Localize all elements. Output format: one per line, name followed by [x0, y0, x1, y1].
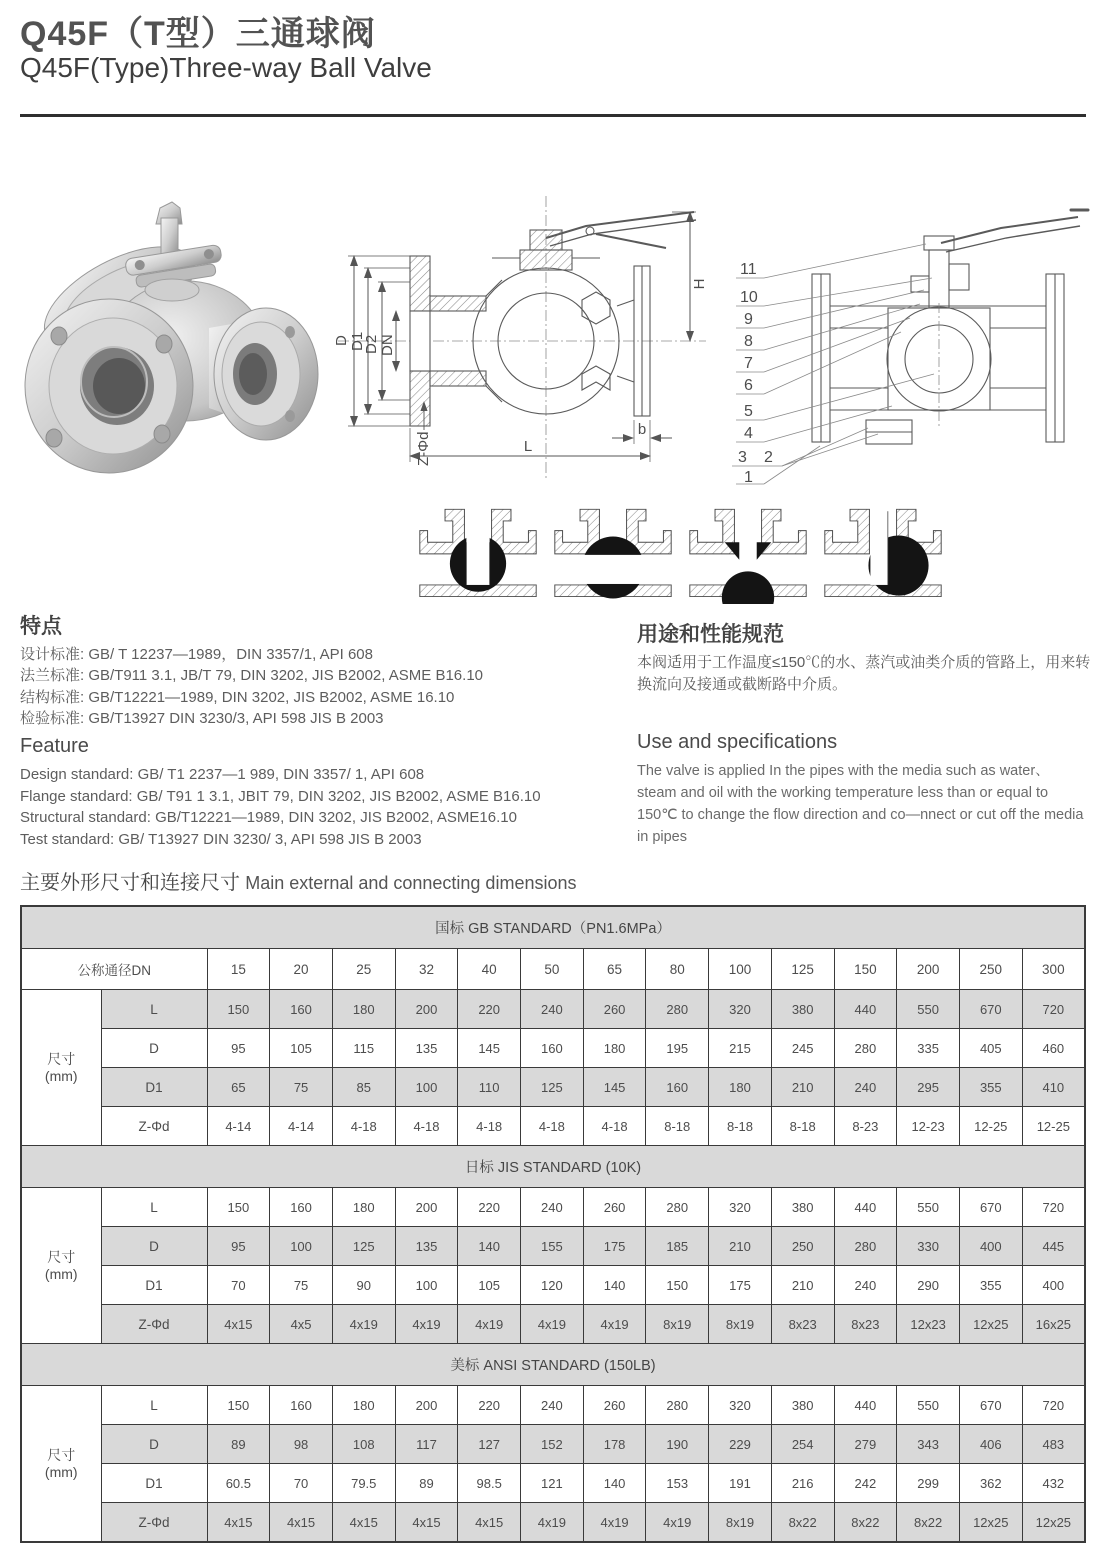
dim-value: 220 — [458, 1386, 521, 1425]
dim-value: 440 — [834, 990, 897, 1029]
valve-parts-drawing — [716, 188, 1098, 488]
row-label: L — [101, 1188, 207, 1227]
dim-value: 150 — [646, 1266, 709, 1305]
dimensions-table-wrap — [20, 905, 1086, 1543]
dim-value: 140 — [458, 1227, 521, 1266]
dim-value: 12x25 — [959, 1503, 1022, 1543]
dim-value: 445 — [1022, 1227, 1085, 1266]
dim-value: 200 — [395, 1188, 458, 1227]
dim-value: 280 — [834, 1227, 897, 1266]
row-label: D — [101, 1029, 207, 1068]
dim-value: 550 — [897, 1386, 960, 1425]
dimensions-table — [20, 905, 1086, 1543]
use-section-cn — [637, 620, 1092, 696]
dn-value: 125 — [771, 949, 834, 990]
flow-pattern-1 — [414, 498, 542, 604]
dim-value: 4x19 — [458, 1305, 521, 1344]
dim-value: 155 — [521, 1227, 584, 1266]
dim-value: 670 — [959, 990, 1022, 1029]
table-title-en: Main external and connecting dimensions — [245, 873, 577, 893]
dim-value: 410 — [1022, 1068, 1085, 1107]
dim-value: 4-18 — [332, 1107, 395, 1146]
dim-value: 362 — [959, 1464, 1022, 1503]
dim-value: 8-23 — [834, 1107, 897, 1146]
dim-value: 12-25 — [959, 1107, 1022, 1146]
dim-value: 280 — [646, 1188, 709, 1227]
dim-value: 8-18 — [771, 1107, 834, 1146]
dim-value: 8x19 — [646, 1305, 709, 1344]
row-label: Z-Φd — [101, 1503, 207, 1543]
dn-value: 250 — [959, 949, 1022, 990]
feature-line: Design standard: GB/ T1 2237—1 989, DIN 3357/ 1, API 608 — [20, 766, 425, 784]
dim-label-b: b — [637, 421, 647, 438]
dim-value: 330 — [897, 1227, 960, 1266]
dim-value: 4x15 — [207, 1503, 270, 1543]
callout-6: 6 — [744, 377, 753, 394]
dn-value: 15 — [207, 949, 270, 990]
row-label: D1 — [101, 1266, 207, 1305]
dim-value: 120 — [521, 1266, 584, 1305]
dim-value: 100 — [395, 1068, 458, 1107]
dim-value: 432 — [1022, 1464, 1085, 1503]
dim-value: 720 — [1022, 1386, 1085, 1425]
page-title-chinese: Q45F（T型）三通球阀 — [20, 15, 376, 53]
dim-value: 670 — [959, 1386, 1022, 1425]
callout-10: 10 — [740, 289, 758, 306]
dn-value: 150 — [834, 949, 897, 990]
dim-label-D: D — [333, 335, 350, 346]
dim-value: 100 — [395, 1266, 458, 1305]
dn-value: 200 — [897, 949, 960, 990]
valve-photo-illustration — [25, 202, 318, 473]
dim-value: 65 — [207, 1068, 270, 1107]
feature-line: Structural standard: GB/T12221—1989, DIN 3202, JIS B2002, ASME16.10 — [20, 809, 517, 827]
dn-value: 32 — [395, 949, 458, 990]
row-label: L — [101, 1386, 207, 1425]
table-row — [21, 1305, 1085, 1344]
dn-value: 50 — [521, 949, 584, 990]
dim-value: 320 — [709, 1188, 772, 1227]
dim-value: 8x22 — [897, 1503, 960, 1543]
dim-value: 60.5 — [207, 1464, 270, 1503]
table-row — [21, 1266, 1085, 1305]
dim-value: 115 — [332, 1029, 395, 1068]
table-title-cn: 主要外形尺寸和连接尺寸 — [20, 872, 240, 894]
valve-section-drawing — [324, 188, 712, 488]
dim-value: 4-18 — [521, 1107, 584, 1146]
size-unit-label: 尺寸 (mm) — [21, 1386, 101, 1543]
section-header: 日标 JIS STANDARD (10K) — [21, 1146, 1085, 1188]
row-label: D — [101, 1425, 207, 1464]
dim-value: 290 — [897, 1266, 960, 1305]
dim-value: 8-18 — [646, 1107, 709, 1146]
dn-label: 公称通径DN — [21, 949, 207, 990]
dim-value: 70 — [207, 1266, 270, 1305]
dim-value: 240 — [521, 1188, 584, 1227]
dim-value: 550 — [897, 1188, 960, 1227]
section-header: 国标 GB STANDARD（PN1.6MPa） — [21, 906, 1085, 949]
dim-value: 355 — [959, 1266, 1022, 1305]
dim-value: 135 — [395, 1029, 458, 1068]
feature-line: 检验标准: GB/T13927 DIN 3230/3, API 598 JIS B 2003 — [20, 710, 384, 728]
callout-9: 9 — [744, 311, 753, 328]
dim-value: 160 — [270, 1188, 333, 1227]
dim-value: 220 — [458, 1188, 521, 1227]
dim-value: 121 — [521, 1464, 584, 1503]
dim-value: 105 — [458, 1266, 521, 1305]
dim-value: 4-14 — [270, 1107, 333, 1146]
use-section-en — [637, 728, 1092, 848]
dn-value: 300 — [1022, 949, 1085, 990]
callout-8: 8 — [744, 333, 753, 350]
table-row — [21, 1029, 1085, 1068]
dim-value: 440 — [834, 1386, 897, 1425]
dim-value: 160 — [521, 1029, 584, 1068]
dim-value: 400 — [959, 1227, 1022, 1266]
flow-pattern-2 — [549, 498, 677, 604]
dim-value: 180 — [332, 990, 395, 1029]
dim-value: 220 — [458, 990, 521, 1029]
table-row — [21, 1503, 1085, 1543]
flow-pattern-3 — [684, 498, 812, 604]
dim-value: 405 — [959, 1029, 1022, 1068]
dim-value: 720 — [1022, 990, 1085, 1029]
row-label: Z-Φd — [101, 1107, 207, 1146]
page-title-english: Q45F(Type)Three-way Ball Valve — [20, 52, 432, 83]
row-label: L — [101, 990, 207, 1029]
dim-value: 320 — [709, 990, 772, 1029]
dim-value: 4x15 — [458, 1503, 521, 1543]
dim-value: 240 — [521, 1386, 584, 1425]
dim-value: 160 — [270, 990, 333, 1029]
dim-value: 210 — [709, 1227, 772, 1266]
table-section-row — [21, 1146, 1085, 1188]
dim-value: 483 — [1022, 1425, 1085, 1464]
size-unit-label: 尺寸 (mm) — [21, 1188, 101, 1344]
dim-value: 160 — [646, 1068, 709, 1107]
dim-value: 8x22 — [771, 1503, 834, 1543]
feature-line: 设计标准: GB/ T 12237—1989，DIN 3357/1, API 608 — [20, 645, 373, 663]
features-section-cn — [20, 612, 632, 730]
dim-value: 12x25 — [1022, 1503, 1085, 1543]
dim-value: 117 — [395, 1425, 458, 1464]
dim-value: 215 — [709, 1029, 772, 1068]
dim-value: 105 — [270, 1029, 333, 1068]
dim-label-H: H — [691, 278, 708, 290]
dim-value: 343 — [897, 1425, 960, 1464]
dim-value: 4x5 — [270, 1305, 333, 1344]
table-row — [21, 1107, 1085, 1146]
callout-5: 5 — [744, 403, 753, 420]
table-row — [21, 1188, 1085, 1227]
dim-value: 89 — [395, 1464, 458, 1503]
dim-value: 190 — [646, 1425, 709, 1464]
dim-value: 550 — [897, 990, 960, 1029]
dim-value: 127 — [458, 1425, 521, 1464]
callout-2: 2 — [764, 449, 773, 466]
dim-value: 260 — [583, 990, 646, 1029]
dim-value: 185 — [646, 1227, 709, 1266]
dn-value: 65 — [583, 949, 646, 990]
dim-value: 100 — [270, 1227, 333, 1266]
dn-value: 25 — [332, 949, 395, 990]
feature-line: Test standard: GB/ T13927 DIN 3230/ 3, API 598 JIS B 2003 — [20, 830, 422, 848]
size-unit-label: 尺寸 (mm) — [21, 990, 101, 1146]
dim-value: 125 — [332, 1227, 395, 1266]
dim-value: 150 — [207, 1188, 270, 1227]
dim-value: 355 — [959, 1068, 1022, 1107]
dim-value: 150 — [207, 1386, 270, 1425]
flow-pattern-4 — [819, 498, 947, 604]
dim-label-D1: D1 — [349, 331, 366, 351]
table-row — [21, 1464, 1085, 1503]
dim-value: 4x15 — [395, 1503, 458, 1543]
dn-value: 20 — [270, 949, 333, 990]
table-section-row — [21, 906, 1085, 949]
dim-value: 280 — [646, 1386, 709, 1425]
table-section-row — [21, 1344, 1085, 1386]
use-heading-cn: 用途和性能规范 — [637, 623, 784, 646]
row-label: Z-Φd — [101, 1305, 207, 1344]
dim-value: 125 — [521, 1068, 584, 1107]
dim-value: 95 — [207, 1227, 270, 1266]
dim-value: 12x25 — [959, 1305, 1022, 1344]
row-label: D1 — [101, 1068, 207, 1107]
dim-value: 90 — [332, 1266, 395, 1305]
dim-value: 145 — [583, 1068, 646, 1107]
dn-value: 80 — [646, 949, 709, 990]
dim-value: 4-18 — [583, 1107, 646, 1146]
dim-value: 4-18 — [458, 1107, 521, 1146]
dim-value: 85 — [332, 1068, 395, 1107]
dn-header-row — [21, 949, 1085, 990]
title-divider — [20, 114, 1086, 117]
dim-value: 240 — [521, 990, 584, 1029]
callout-7: 7 — [744, 355, 753, 372]
table-row — [21, 1068, 1085, 1107]
feature-line: 法兰标准: GB/T911 3.1, JB/T 79, DIN 3202, JIS B2002, ASME B16.10 — [20, 667, 484, 685]
dim-value: 280 — [646, 990, 709, 1029]
dim-value: 4x19 — [646, 1503, 709, 1543]
dim-value: 175 — [709, 1266, 772, 1305]
dim-value: 98.5 — [458, 1464, 521, 1503]
table-row — [21, 990, 1085, 1029]
dim-label-D2: D2 — [363, 334, 380, 354]
dim-value: 299 — [897, 1464, 960, 1503]
dim-value: 229 — [709, 1425, 772, 1464]
dim-value: 4x15 — [332, 1503, 395, 1543]
dim-value: 145 — [458, 1029, 521, 1068]
dim-value: 400 — [1022, 1266, 1085, 1305]
dim-value: 178 — [583, 1425, 646, 1464]
feature-line: 结构标准: GB/T12221—1989, DIN 3202, JIS B2002, ASME 16.10 — [20, 688, 455, 706]
dim-value: 250 — [771, 1227, 834, 1266]
dim-value: 108 — [332, 1425, 395, 1464]
features-heading-en: Feature — [20, 735, 89, 757]
dim-value: 75 — [270, 1266, 333, 1305]
dim-value: 4x19 — [583, 1305, 646, 1344]
dim-value: 12x23 — [897, 1305, 960, 1344]
dim-value: 240 — [834, 1068, 897, 1107]
dn-value: 40 — [458, 949, 521, 990]
callout-11: 11 — [740, 261, 757, 278]
table-title — [20, 866, 576, 895]
dim-label-Zd: Z-Φd — [415, 431, 432, 466]
dim-value: 320 — [709, 1386, 772, 1425]
dim-value: 160 — [270, 1386, 333, 1425]
dim-value: 70 — [270, 1464, 333, 1503]
features-section-en — [20, 732, 645, 850]
dim-value: 98 — [270, 1425, 333, 1464]
dn-value: 100 — [709, 949, 772, 990]
dim-value: 380 — [771, 990, 834, 1029]
dim-value: 12-23 — [897, 1107, 960, 1146]
dim-value: 720 — [1022, 1188, 1085, 1227]
table-row — [21, 1386, 1085, 1425]
dim-value: 440 — [834, 1188, 897, 1227]
flow-pattern-row — [414, 498, 948, 604]
dim-label-L: L — [523, 438, 533, 455]
callout-1: 1 — [744, 469, 753, 486]
dim-value: 191 — [709, 1464, 772, 1503]
dim-value: 12-25 — [1022, 1107, 1085, 1146]
dim-value: 153 — [646, 1464, 709, 1503]
dim-value: 4x19 — [521, 1503, 584, 1543]
callout-4: 4 — [744, 425, 753, 442]
dim-value: 295 — [897, 1068, 960, 1107]
dim-value: 4-18 — [395, 1107, 458, 1146]
dim-value: 4-14 — [207, 1107, 270, 1146]
dim-value: 279 — [834, 1425, 897, 1464]
dim-value: 195 — [646, 1029, 709, 1068]
dim-value: 16x25 — [1022, 1305, 1085, 1344]
dim-value: 380 — [771, 1188, 834, 1227]
dim-value: 335 — [897, 1029, 960, 1068]
dim-value: 406 — [959, 1425, 1022, 1464]
row-label: D — [101, 1227, 207, 1266]
dim-value: 216 — [771, 1464, 834, 1503]
dim-value: 140 — [583, 1266, 646, 1305]
dim-value: 152 — [521, 1425, 584, 1464]
dim-value: 210 — [771, 1266, 834, 1305]
dim-value: 8-18 — [709, 1107, 772, 1146]
dim-label-DN: DN — [379, 334, 396, 356]
dim-value: 380 — [771, 1386, 834, 1425]
dim-value: 4x19 — [395, 1305, 458, 1344]
dim-value: 140 — [583, 1464, 646, 1503]
dim-value: 210 — [771, 1068, 834, 1107]
use-text-en: The valve is applied In the pipes with the media such as water、 steam and oil with the working temperature less than or equal to 150℃ to change the flow direction and co—nnect or cut off the media in pipes — [637, 763, 1084, 846]
dim-value: 110 — [458, 1068, 521, 1107]
dim-value: 8x23 — [771, 1305, 834, 1344]
dim-value: 8x19 — [709, 1503, 772, 1543]
dim-value: 254 — [771, 1425, 834, 1464]
features-heading-cn: 特点 — [20, 615, 62, 638]
table-row — [21, 1425, 1085, 1464]
dim-value: 4x19 — [583, 1503, 646, 1543]
feature-line: Flange standard: GB/ T91 1 3.1, JBIT 79, DIN 3202, JIS B2002, ASME B16.10 — [20, 787, 541, 805]
row-label: D1 — [101, 1464, 207, 1503]
dim-value: 79.5 — [332, 1464, 395, 1503]
dim-value: 95 — [207, 1029, 270, 1068]
section-header: 美标 ANSI STANDARD (150LB) — [21, 1344, 1085, 1386]
callout-3: 3 — [738, 449, 747, 466]
dim-value: 200 — [395, 990, 458, 1029]
dim-value: 180 — [583, 1029, 646, 1068]
use-heading-en: Use and specifications — [637, 731, 838, 753]
dim-value: 8x19 — [709, 1305, 772, 1344]
dim-value: 75 — [270, 1068, 333, 1107]
dim-value: 8x23 — [834, 1305, 897, 1344]
dim-value: 8x22 — [834, 1503, 897, 1543]
dim-value: 260 — [583, 1386, 646, 1425]
dim-value: 180 — [709, 1068, 772, 1107]
valve-photo — [14, 186, 320, 478]
dim-value: 89 — [207, 1425, 270, 1464]
dim-value: 4x19 — [521, 1305, 584, 1344]
dim-value: 240 — [834, 1266, 897, 1305]
dim-value: 135 — [395, 1227, 458, 1266]
dim-value: 460 — [1022, 1029, 1085, 1068]
dim-value: 242 — [834, 1464, 897, 1503]
dim-value: 200 — [395, 1386, 458, 1425]
dim-value: 4x15 — [270, 1503, 333, 1543]
dim-value: 670 — [959, 1188, 1022, 1227]
dim-value: 4x15 — [207, 1305, 270, 1344]
dim-value: 175 — [583, 1227, 646, 1266]
dim-value: 180 — [332, 1386, 395, 1425]
dim-value: 4x19 — [332, 1305, 395, 1344]
dim-value: 280 — [834, 1029, 897, 1068]
table-row — [21, 1227, 1085, 1266]
dim-value: 245 — [771, 1029, 834, 1068]
dim-value: 150 — [207, 990, 270, 1029]
use-text-cn: 本阀适用于工作温度≤150℃的水、蒸汽或油类介质的管路上，用来转换流向及接通或截断路中介质。 — [637, 653, 1091, 693]
dim-value: 180 — [332, 1188, 395, 1227]
dim-value: 260 — [583, 1188, 646, 1227]
